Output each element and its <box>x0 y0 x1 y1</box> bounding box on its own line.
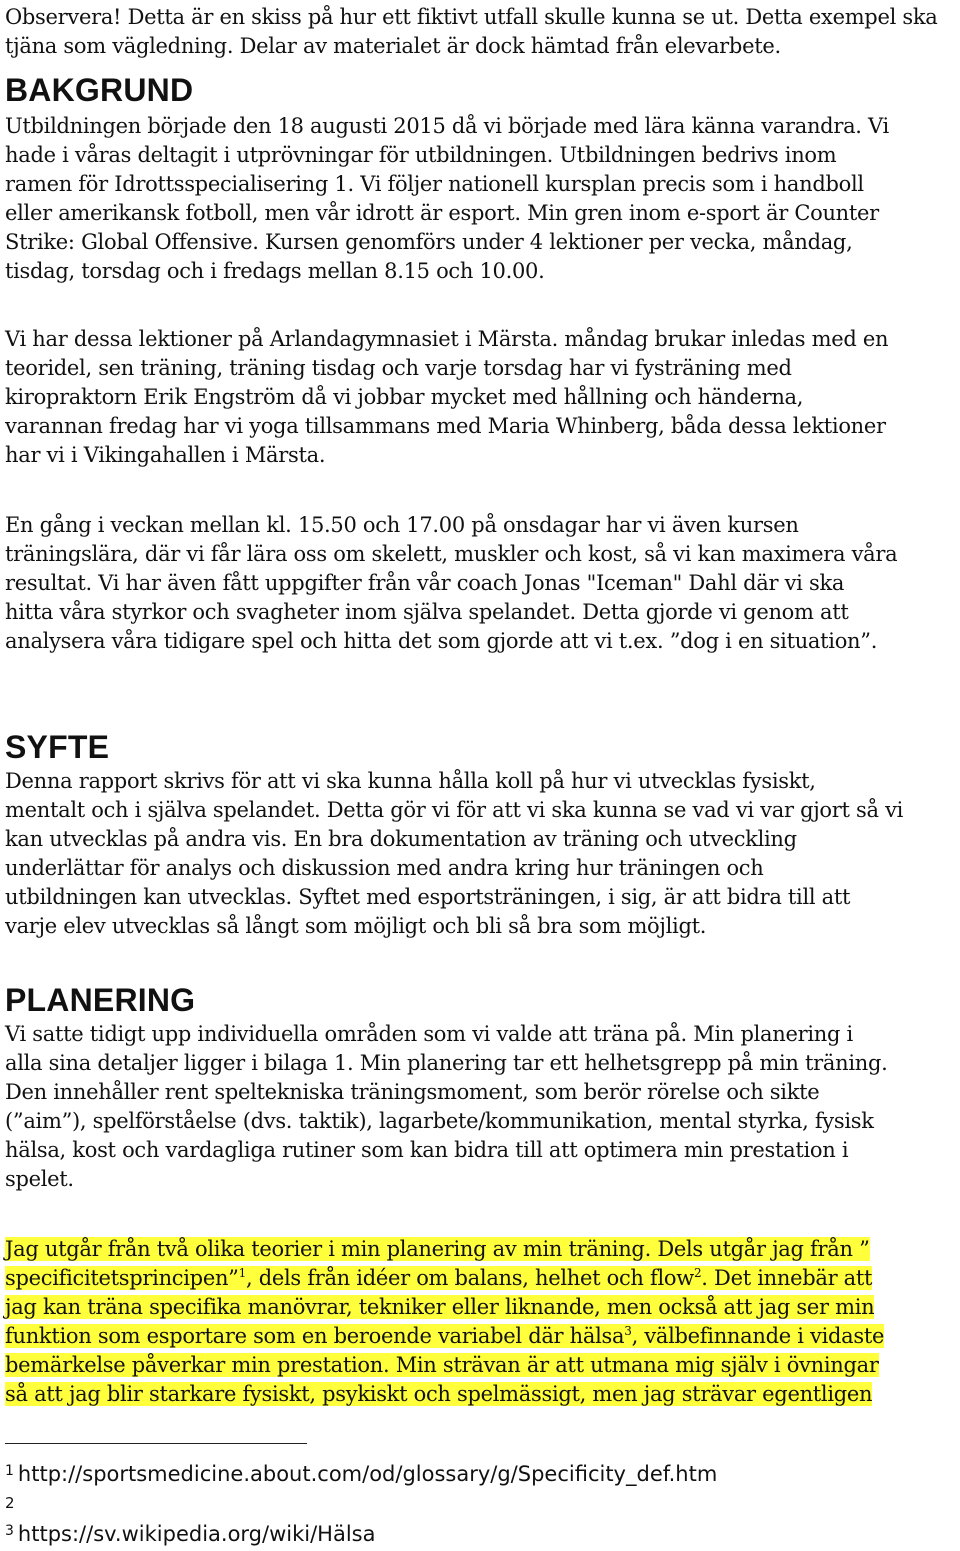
highlighted-line <box>5 1293 884 1322</box>
syfte-paragraph <box>5 767 903 941</box>
heading-syfte: SYFTE <box>5 729 110 765</box>
paragraph-line: Vi har dessa lektioner på Arlandagymnasiet i Märsta. måndag brukar inledas med en <box>5 327 889 351</box>
footnote-link[interactable]: https://sv.wikipedia.org/wiki/Hälsa <box>17 1522 376 1546</box>
highlighted-line <box>5 1322 884 1351</box>
paragraph-line: hälsa, kost och vardagliga rutiner som kan bidra till att optimera min prestation i <box>5 1138 849 1162</box>
paragraph-line: Vi satte tidigt upp individuella områden som vi valde att träna på. Min planering i <box>5 1022 853 1046</box>
highlighted-line <box>5 1351 884 1380</box>
highlight-text: , dels från idéer om balans, helhet och flow <box>245 1266 694 1290</box>
highlight-mark: så att jag blir starkare fysiskt, psykiskt och spelmässigt, men jag strävar egentligen <box>5 1382 873 1406</box>
paragraph-line: En gång i veckan mellan kl. 15.50 och 17.00 på onsdagar har vi även kursen <box>5 513 799 537</box>
paragraph-line: resultat. Vi har även fått uppgifter från vår coach Jonas "Iceman" Dahl där vi ska <box>5 571 845 595</box>
paragraph-line: har vi i Vikingahallen i Märsta. <box>5 443 326 467</box>
paragraph-line: Utbildningen började den 18 augusti 2015 då vi började med lära känna varandra. Vi <box>5 114 889 138</box>
paragraph-line: alla sina detaljer ligger i bilaga 1. Min planering tar ett helhetsgrepp på min träning. <box>5 1051 888 1075</box>
paragraph-line: (”aim”), spelförståelse (dvs. taktik), lagarbete/kommunikation, mental styrka, fysisk <box>5 1109 874 1133</box>
bakgrund-paragraph-1 <box>5 112 889 286</box>
highlight-mark: Jag utgår från två olika teorier i min planering av min träning. Dels utgår jag från ” <box>5 1237 870 1261</box>
highlight-text: , välbefinnande i vidaste <box>631 1324 885 1348</box>
footnote-2 <box>5 1494 15 1512</box>
highlight-text: specificitetsprincipen” <box>5 1266 239 1290</box>
paragraph-line: kiropraktorn Erik Engström då vi jobbar mycket med hållning och händerna, <box>5 385 804 409</box>
paragraph-line: analysera våra tidigare spel och hitta det som gjorde att vi t.ex. ”dog i en situation”. <box>5 629 878 653</box>
intro-note-line: Observera! Detta är en skiss på hur ett fiktivt utfall skulle kunna se ut. Detta exempel ska <box>5 5 938 29</box>
footnote-number: 1 <box>5 1463 14 1479</box>
paragraph-line: Strike: Global Offensive. Kursen genomförs under 4 lektioner per vecka, måndag, <box>5 230 853 254</box>
paragraph-line: tisdag, torsdag och i fredags mellan 8.15 och 10.00. <box>5 259 545 283</box>
heading-bakgrund: BAKGRUND <box>5 72 194 108</box>
footnote-ref-3[interactable]: 3 <box>624 1324 632 1338</box>
paragraph-line: utbildningen kan utvecklas. Syftet med esportsträningen, i sig, är att bidra till att <box>5 885 851 909</box>
intro-note-line: tjäna som vägledning. Delar av materialet är dock hämtad från elevarbete. <box>5 34 781 58</box>
footnote-link[interactable]: http://sportsmedicine.about.com/od/glossary/g/Specificity_def.htm <box>17 1462 718 1486</box>
footnote-3 <box>5 1520 375 1551</box>
footnote-1 <box>5 1460 717 1491</box>
paragraph-line: spelet. <box>5 1167 74 1191</box>
highlight-mark: bemärkelse påverkar min prestation. Min strävan är att utmana mig själv i övningar <box>5 1353 879 1377</box>
footnote-separator <box>5 1443 307 1444</box>
highlighted-line <box>5 1380 884 1409</box>
planering-paragraph <box>5 1020 888 1194</box>
bakgrund-paragraph-3 <box>5 511 897 656</box>
footnote-ref-1[interactable]: 1 <box>238 1266 246 1280</box>
heading-planering: PLANERING <box>5 982 196 1018</box>
paragraph-line: träningslära, där vi får lära oss om skelett, muskler och kost, så vi kan maximera våra <box>5 542 898 566</box>
highlight-mark: jag kan träna specifika manövrar, tekniker eller liknande, men också att jag ser min <box>5 1295 875 1319</box>
bakgrund-paragraph-2 <box>5 325 888 470</box>
paragraph-line: Den innehåller rent speltekniska träningsmoment, som berör rörelse och sikte <box>5 1080 820 1104</box>
paragraph-line: varje elev utvecklas så långt som möjligt och bli så bra som möjligt. <box>5 914 707 938</box>
highlight-mark <box>5 1266 872 1290</box>
paragraph-line: teoridel, sen träning, träning tisdag och varje torsdag har vi fysträning med <box>5 356 792 380</box>
paragraph-line: Denna rapport skrivs för att vi ska kunna hålla koll på hur vi utvecklas fysiskt, <box>5 769 816 793</box>
paragraph-line: underlättar för analys och diskussion med andra kring hur träningen och <box>5 856 764 880</box>
intro-note <box>5 3 938 61</box>
highlight-text: funktion som esportare som en beroende variabel där hälsa <box>5 1324 625 1348</box>
footnote-ref-2[interactable]: 2 <box>693 1266 702 1280</box>
footnote-number: 3 <box>5 1523 14 1539</box>
highlighted-paragraph <box>5 1235 884 1409</box>
paragraph-line: eller amerikansk fotboll, men vår idrott är esport. Min gren inom e-sport är Counter <box>5 201 879 225</box>
paragraph-line: ramen för Idrottsspecialisering 1. Vi följer nationell kursplan precis som i handboll <box>5 172 864 196</box>
highlighted-line <box>5 1264 884 1293</box>
paragraph-line: varannan fredag har vi yoga tillsammans med Maria Whinberg, båda dessa lektioner <box>5 414 886 438</box>
paragraph-line: kan utvecklas på andra vis. En bra dokumentation av träning och utveckling <box>5 827 797 851</box>
highlighted-line <box>5 1235 884 1264</box>
footnote-number: 2 <box>5 1494 15 1512</box>
paragraph-line: hade i våras deltagit i utprövningar för utbildningen. Utbildningen bedrivs inom <box>5 143 837 167</box>
highlight-mark <box>5 1324 884 1348</box>
paragraph-line: hitta våra styrkor och svagheter inom själva spelandet. Detta gjorde vi genom att <box>5 600 849 624</box>
highlight-text: . Det innebär att <box>701 1266 873 1290</box>
paragraph-line: mentalt och i själva spelandet. Detta gör vi för att vi ska kunna se vad vi var gjort så vi <box>5 798 904 822</box>
